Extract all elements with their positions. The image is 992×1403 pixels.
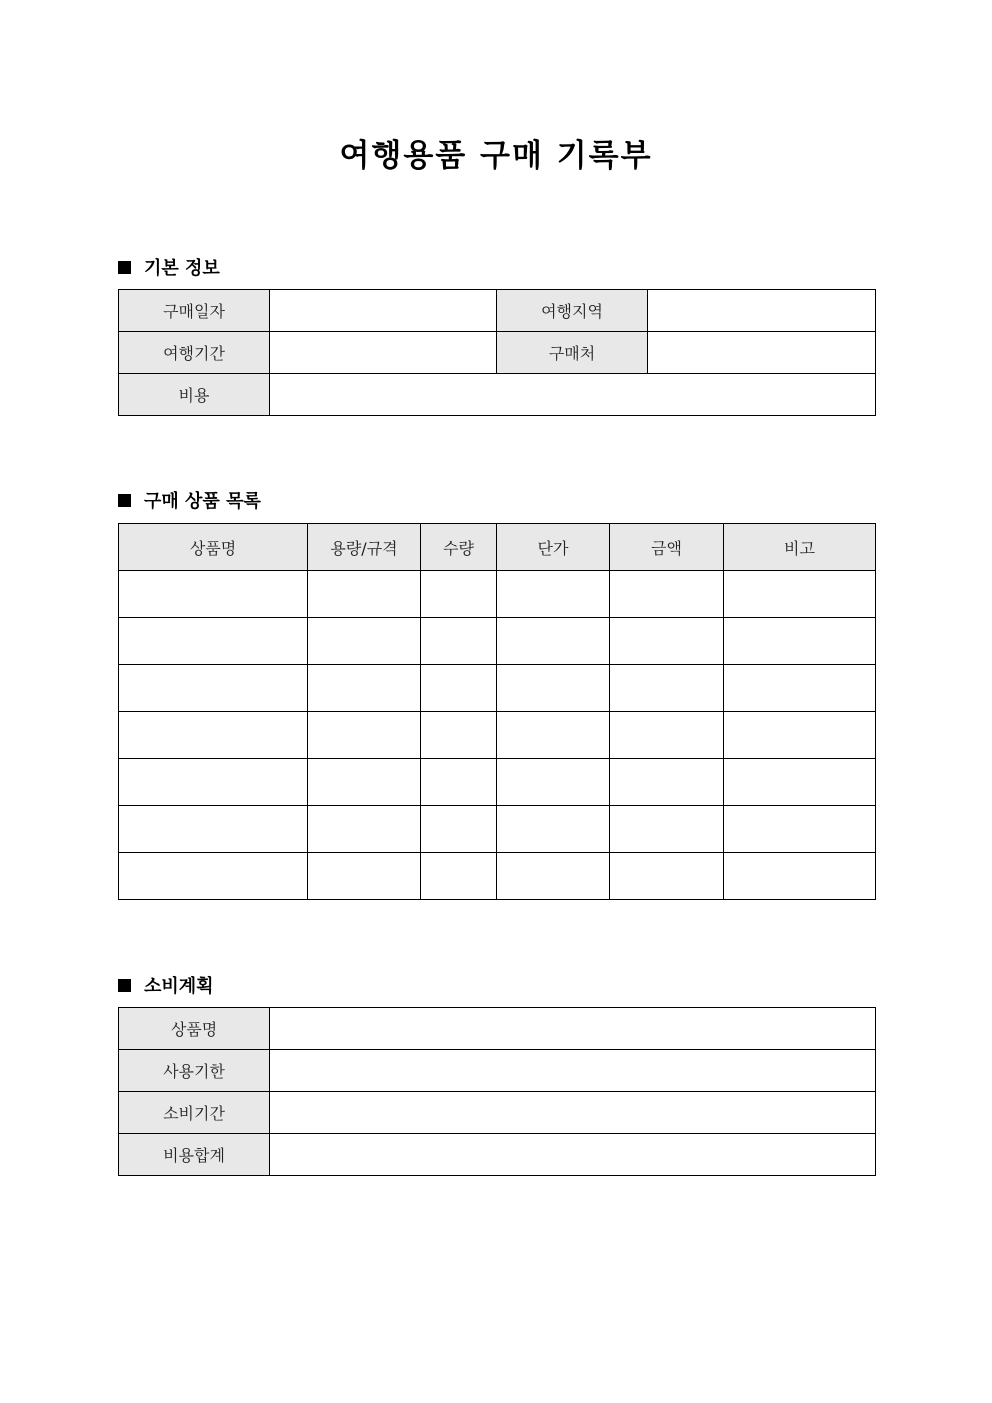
section-heading-basic-info: [118, 254, 220, 280]
cell-note[interactable]: [724, 712, 876, 759]
cell-amount[interactable]: [610, 806, 724, 853]
item-list-table: [118, 523, 876, 900]
cell-note[interactable]: [724, 665, 876, 712]
table-row: [119, 712, 876, 759]
column-header-quantity: 수량: [421, 524, 497, 571]
page-title: 여행용품 구매 기록부: [339, 138, 653, 174]
section-heading-text: 소비계획: [144, 976, 214, 997]
cell-note[interactable]: [724, 571, 876, 618]
square-bullet-icon: [118, 494, 131, 507]
cell-capacity-spec[interactable]: [308, 618, 421, 665]
consume-period-field[interactable]: [270, 1092, 876, 1134]
column-header-unit-price: 단가: [497, 524, 610, 571]
travel-region-field[interactable]: [648, 290, 876, 332]
table-row: [119, 1092, 876, 1134]
cell-amount[interactable]: [610, 759, 724, 806]
cell-unit-price[interactable]: [497, 665, 610, 712]
cell-quantity[interactable]: [421, 712, 497, 759]
table-row: [119, 853, 876, 900]
table-row: [119, 1050, 876, 1092]
table-row: [119, 665, 876, 712]
cost-field[interactable]: [270, 374, 876, 416]
purchase-date-field[interactable]: [270, 290, 497, 332]
cell-unit-price[interactable]: [497, 806, 610, 853]
cell-note[interactable]: [724, 759, 876, 806]
consumption-plan-table: [118, 1007, 876, 1176]
table-row: [119, 618, 876, 665]
table-row: [119, 1134, 876, 1176]
section-heading-consumption-plan: [118, 972, 214, 998]
travel-region-label: 여행지역: [497, 290, 648, 332]
cell-unit-price[interactable]: [497, 571, 610, 618]
column-header-amount: 금액: [610, 524, 724, 571]
table-row: [119, 806, 876, 853]
cell-quantity[interactable]: [421, 665, 497, 712]
cell-unit-price[interactable]: [497, 759, 610, 806]
cell-capacity-spec[interactable]: [308, 571, 421, 618]
purchase-date-label: 구매일자: [119, 290, 270, 332]
cell-quantity[interactable]: [421, 853, 497, 900]
cell-quantity[interactable]: [421, 618, 497, 665]
cell-note[interactable]: [724, 618, 876, 665]
consume-period-label: 소비기간: [119, 1092, 270, 1134]
cell-quantity[interactable]: [421, 571, 497, 618]
expiry-field[interactable]: [270, 1050, 876, 1092]
cell-capacity-spec[interactable]: [308, 853, 421, 900]
square-bullet-icon: [118, 979, 131, 992]
cell-unit-price[interactable]: [497, 712, 610, 759]
cost-total-label: 비용합계: [119, 1134, 270, 1176]
cell-amount[interactable]: [610, 712, 724, 759]
cell-product-name[interactable]: [119, 665, 308, 712]
cell-amount[interactable]: [610, 571, 724, 618]
cell-unit-price[interactable]: [497, 853, 610, 900]
store-label: 구매처: [497, 332, 648, 374]
section-heading-text: 기본 정보: [144, 258, 220, 279]
product-name-field[interactable]: [270, 1008, 876, 1050]
cell-unit-price[interactable]: [497, 618, 610, 665]
cost-total-field[interactable]: [270, 1134, 876, 1176]
cell-product-name[interactable]: [119, 806, 308, 853]
section-heading-item-list: [118, 487, 261, 513]
expiry-label: 사용기한: [119, 1050, 270, 1092]
basic-info-table: [118, 289, 876, 416]
cell-product-name[interactable]: [119, 571, 308, 618]
column-header-product-name: 상품명: [119, 524, 308, 571]
product-name-label: 상품명: [119, 1008, 270, 1050]
cell-amount[interactable]: [610, 853, 724, 900]
travel-period-field[interactable]: [270, 332, 497, 374]
cell-capacity-spec[interactable]: [308, 806, 421, 853]
cost-label: 비용: [119, 374, 270, 416]
table-row: [119, 571, 876, 618]
cell-capacity-spec[interactable]: [308, 712, 421, 759]
cell-quantity[interactable]: [421, 759, 497, 806]
cell-capacity-spec[interactable]: [308, 759, 421, 806]
table-row: [119, 290, 876, 332]
section-heading-text: 구매 상품 목록: [144, 491, 261, 512]
cell-amount[interactable]: [610, 665, 724, 712]
cell-product-name[interactable]: [119, 618, 308, 665]
travel-period-label: 여행기간: [119, 332, 270, 374]
table-row: [119, 1008, 876, 1050]
cell-amount[interactable]: [610, 618, 724, 665]
cell-note[interactable]: [724, 806, 876, 853]
square-bullet-icon: [118, 261, 131, 274]
cell-product-name[interactable]: [119, 853, 308, 900]
table-row: [119, 374, 876, 416]
column-header-capacity-spec: 용량/규격: [308, 524, 421, 571]
column-header-note: 비고: [724, 524, 876, 571]
cell-product-name[interactable]: [119, 759, 308, 806]
cell-quantity[interactable]: [421, 806, 497, 853]
table-header-row: [119, 524, 876, 571]
cell-product-name[interactable]: [119, 712, 308, 759]
cell-note[interactable]: [724, 853, 876, 900]
table-row: [119, 332, 876, 374]
table-row: [119, 759, 876, 806]
cell-capacity-spec[interactable]: [308, 665, 421, 712]
store-field[interactable]: [648, 332, 876, 374]
